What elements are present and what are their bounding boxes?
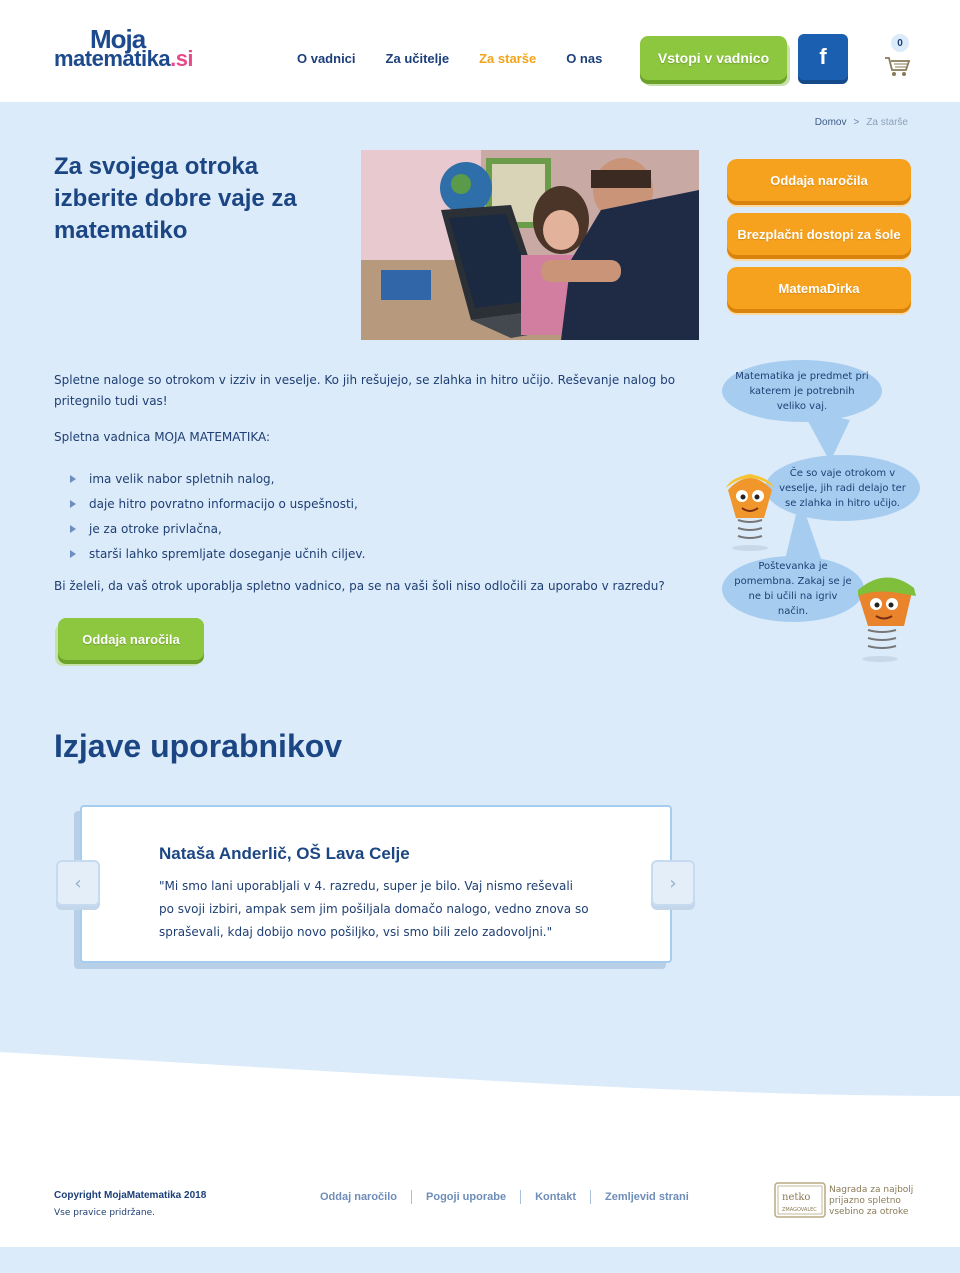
speech-bubble-1: Matematika je predmet pri katerem je potrebnih veliko vaj. [722,360,882,422]
site-logo[interactable] [54,24,204,72]
cart-icon [884,56,912,78]
logo-top-text: Moja [90,24,146,54]
list-item: ima velik nabor spletnih nalog, [70,466,365,491]
footer-copyright: Copyright MojaMatematika 2018 [54,1190,207,1201]
free-access-schools-button[interactable]: Brezplačni dostopi za šole [727,213,911,255]
mascot-pencil-boy-icon [852,566,918,664]
footer-divider [520,1190,521,1204]
nav-item-o-vadnici[interactable]: O vadnici [297,51,356,66]
list-intro-text: Spletna vadnica MOJA MATEMATIKA: [54,430,271,444]
testimonials-heading: Izjave uporabnikov [54,728,343,764]
footer-link-sitemap[interactable]: Zemljevid strani [605,1191,689,1203]
chevron-right-icon: › [669,872,677,894]
prev-testimonial-button[interactable] [56,860,100,906]
footer-divider [411,1190,412,1204]
order-button-side[interactable]: Oddaja naročila [727,159,911,201]
breadcrumb [815,117,908,128]
breadcrumb-current: Za starše [866,117,908,128]
site-header [0,0,960,102]
hero-photo [361,150,699,340]
footer-link-contact[interactable]: Kontakt [535,1191,577,1203]
footer-background [0,1040,960,1250]
facebook-icon: f [819,44,827,69]
cart-count-badge: 0 [891,34,909,52]
page-title: Za svojega otroka izberite dobre vaje za matematiko [54,153,297,244]
footer-rights: Vse pravice pridržane. [54,1208,156,1218]
breadcrumb-separator: > [853,117,860,128]
bullet-arrow-icon [70,550,76,558]
bullet-arrow-icon [70,500,76,508]
mascot-pencil-girl-icon [720,470,780,552]
list-item: daje hitro povratno informacijo o uspešnosti, [70,491,365,516]
enter-practice-button[interactable]: Vstopi v vadnico [640,36,787,80]
list-item: je za otroke privlačna, [70,516,365,541]
testimonial-card [80,805,672,963]
footer-divider [590,1190,591,1204]
speech-bubble-3: Poštevanka je pomembna. Zakaj se je ne bi učili na igriv način. [722,556,864,622]
breadcrumb-home-link[interactable]: Domov [814,117,847,128]
speech-bubble-2: Če so vaje otrokom v veselje, jih radi delajo ter se zlahka in hitro učijo. [765,455,920,521]
facebook-button[interactable] [798,34,848,80]
award-description: Nagrada za najbolj prijazno spletno vsebino za otroke [829,1185,914,1217]
list-item: starši lahko spremljate doseganje učnih ciljev. [70,541,365,566]
cart-button[interactable] [884,34,914,82]
main-nav [297,51,632,66]
matemadirka-button[interactable]: MatemaDirka [727,267,911,309]
nav-item-o-nas[interactable]: O nas [566,51,603,66]
bullet-arrow-icon [70,525,76,533]
question-text: Bi želeli, da vaš otrok uporablja spletno vadnico, pa se na vaši šoli niso odločili za uporabo v razredu? [54,579,665,593]
footer-bottom-strip [0,1247,960,1273]
nav-item-za-ucitelje[interactable]: Za učitelje [385,51,450,66]
bullet-arrow-icon [70,475,76,483]
chevron-left-icon: ‹ [74,872,82,894]
testimonial-author: Nataša Anderlič, OŠ Lava Celje [159,844,410,863]
logo-bottom-text: matematika.si [54,46,194,71]
next-testimonial-button[interactable] [651,860,695,906]
footer-link-terms[interactable]: Pogoji uporabe [426,1191,507,1203]
netko-award-icon [774,1182,826,1218]
nav-item-za-starse[interactable]: Za starše [479,51,537,66]
footer-nav [320,1190,689,1204]
testimonial-quote: "Mi smo lani uporabljali v 4. razredu, super je bilo. Vaj nismo reševali po svoji izbiri, ampak sem jim pošiljala domačo nalogo, vedno znova so spraševali, kdaj dobijo novo pošiljko, vsi smo bili zelo zadovoljni." [159,879,589,939]
svg-text:netko: netko [782,1192,811,1203]
intro-text: Spletne naloge so otrokom v izziv in veselje. Ko jih rešujejo, se zlahka in hitro učijo. Reševanje nalog bo pritegnilo tudi vas! [54,373,676,408]
feature-list [70,466,365,566]
order-button[interactable]: Oddaja naročila [58,618,204,660]
footer-link-order[interactable]: Oddaj naročilo [320,1191,398,1203]
svg-text:ZMAGOVALEC: ZMAGOVALEC [782,1207,817,1213]
